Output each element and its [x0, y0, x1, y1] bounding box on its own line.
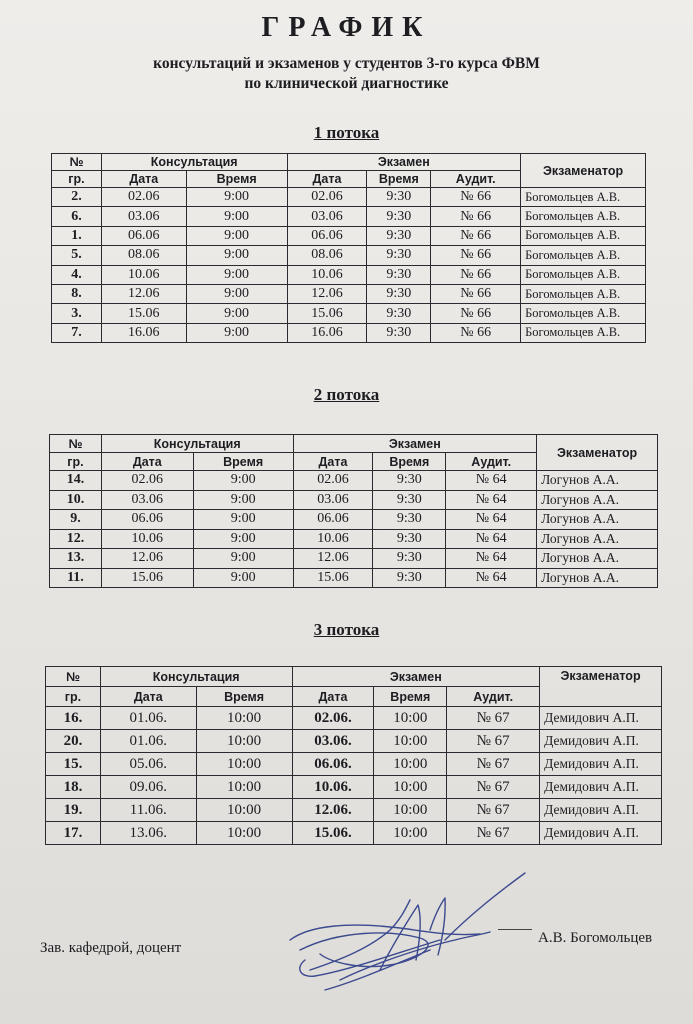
exam-time-cell: 9:30 — [367, 265, 431, 284]
table-row — [50, 490, 658, 510]
group-cell: 12. — [50, 529, 102, 549]
exam-time-cell: 10:00 — [374, 799, 447, 822]
consult-time-cell: 9:00 — [193, 568, 293, 588]
consult-date-cell: 12.06 — [101, 284, 186, 303]
exam-time-cell: 10:00 — [374, 776, 447, 799]
consult-time-cell: 10:00 — [196, 799, 292, 822]
exam-date-cell: 08.06 — [287, 246, 367, 265]
examiner-cell: Демидович А.П. — [540, 776, 662, 799]
consult-date-cell: 15.06 — [101, 304, 186, 323]
examiner-cell: Логунов А.А. — [537, 471, 658, 491]
examiner-cell: Демидович А.П. — [540, 753, 662, 776]
consult-time-cell: 10:00 — [196, 776, 292, 799]
consult-time-cell: 10:00 — [196, 730, 292, 753]
table-row — [52, 323, 646, 342]
consult-time-cell: 9:00 — [193, 549, 293, 569]
room-cell: № 64 — [446, 490, 537, 510]
exam-date-cell: 12.06 — [287, 284, 367, 303]
consult-date-cell: 11.06. — [100, 799, 196, 822]
stream-3-title: 3 потока — [313, 620, 380, 639]
consult-time-cell: 9:00 — [186, 284, 287, 303]
consult-time-cell: 9:00 — [186, 226, 287, 245]
group-cell: 1. — [52, 226, 102, 245]
stream-2-title: 2 потока — [313, 385, 380, 404]
consult-date-cell: 05.06. — [100, 753, 196, 776]
consult-time-cell: 9:00 — [186, 207, 287, 226]
room-cell: № 66 — [431, 226, 521, 245]
group-cell: 20. — [46, 730, 101, 753]
header-group: гр. — [46, 687, 101, 707]
table-row — [52, 188, 646, 207]
group-cell: 19. — [46, 799, 101, 822]
exam-time-cell: 9:30 — [373, 529, 446, 549]
consult-date-cell: 01.06. — [100, 707, 196, 730]
consult-date-cell: 03.06 — [101, 490, 193, 510]
exam-date-cell: 03.06. — [292, 730, 374, 753]
examiner-cell: Богомольцев А.В. — [521, 304, 646, 323]
group-cell: 16. — [46, 707, 101, 730]
room-cell: № 64 — [446, 549, 537, 569]
table-row — [52, 226, 646, 245]
document-title: ГРАФИК — [261, 12, 432, 43]
room-cell: № 66 — [431, 246, 521, 265]
header-consult: Консультация — [100, 667, 292, 687]
exam-time-cell: 9:30 — [367, 188, 431, 207]
stream-1-table — [51, 153, 646, 343]
header-exam-time: Время — [374, 687, 447, 707]
table-row — [50, 568, 658, 588]
table-row — [50, 549, 658, 569]
table-row — [46, 822, 662, 845]
header-examiner: Экзаменатор — [537, 435, 658, 471]
header-consult: Консультация — [101, 154, 287, 171]
table-row — [50, 529, 658, 549]
examiner-cell: Богомольцев А.В. — [521, 226, 646, 245]
exam-time-cell: 9:30 — [367, 246, 431, 265]
exam-date-cell: 16.06 — [287, 323, 367, 342]
consult-date-cell: 02.06 — [101, 188, 186, 207]
room-cell: № 67 — [447, 776, 540, 799]
header-consult-time: Время — [186, 171, 287, 188]
group-cell: 6. — [52, 207, 102, 226]
table-row — [52, 265, 646, 284]
header-exam: Экзамен — [292, 667, 540, 687]
header-group: гр. — [50, 453, 102, 471]
exam-time-cell: 10:00 — [374, 707, 447, 730]
exam-time-cell: 10:00 — [374, 730, 447, 753]
consult-time-cell: 9:00 — [186, 323, 287, 342]
group-cell: 2. — [52, 188, 102, 207]
group-cell: 11. — [50, 568, 102, 588]
room-cell: № 66 — [431, 188, 521, 207]
table-row — [46, 799, 662, 822]
exam-time-cell: 9:30 — [367, 226, 431, 245]
group-cell: 5. — [52, 246, 102, 265]
exam-date-cell: 12.06 — [293, 549, 373, 569]
group-cell: 18. — [46, 776, 101, 799]
exam-time-cell: 9:30 — [367, 304, 431, 323]
room-cell: № 67 — [447, 799, 540, 822]
header-consult-date: Дата — [101, 453, 193, 471]
header-no: № — [52, 154, 102, 171]
consult-date-cell: 01.06. — [100, 730, 196, 753]
consult-date-cell: 09.06. — [100, 776, 196, 799]
header-consult-time: Время — [193, 453, 293, 471]
consult-time-cell: 9:00 — [186, 246, 287, 265]
signatory-position: Зав. кафедрой, доцент — [40, 940, 182, 956]
table-row — [46, 730, 662, 753]
room-cell: № 66 — [431, 323, 521, 342]
header-exam: Экзамен — [287, 154, 521, 171]
header-exam-time: Время — [367, 171, 431, 188]
examiner-cell: Богомольцев А.В. — [521, 265, 646, 284]
consult-date-cell: 06.06 — [101, 226, 186, 245]
table-row — [52, 207, 646, 226]
examiner-cell: Логунов А.А. — [537, 529, 658, 549]
room-cell: № 64 — [446, 529, 537, 549]
group-cell: 14. — [50, 471, 102, 491]
exam-date-cell: 12.06. — [292, 799, 374, 822]
consult-time-cell: 10:00 — [196, 707, 292, 730]
document-subtitle-line2: по клинической диагностике — [244, 75, 449, 92]
stream-3-table — [45, 666, 662, 845]
group-cell: 9. — [50, 510, 102, 530]
room-cell: № 64 — [446, 510, 537, 530]
exam-time-cell: 9:30 — [373, 510, 446, 530]
header-exam-date: Дата — [293, 453, 373, 471]
exam-time-cell: 10:00 — [374, 822, 447, 845]
header-consult-date: Дата — [101, 171, 186, 188]
examiner-cell: Богомольцев А.В. — [521, 284, 646, 303]
exam-date-cell: 06.06. — [292, 753, 374, 776]
group-cell: 4. — [52, 265, 102, 284]
group-cell: 13. — [50, 549, 102, 569]
examiner-cell: Богомольцев А.В. — [521, 246, 646, 265]
header-exam-date: Дата — [287, 171, 367, 188]
room-cell: № 67 — [447, 822, 540, 845]
room-cell: № 66 — [431, 284, 521, 303]
exam-date-cell: 06.06 — [287, 226, 367, 245]
consult-date-cell: 08.06 — [101, 246, 186, 265]
room-cell: № 64 — [446, 471, 537, 491]
group-cell: 17. — [46, 822, 101, 845]
consult-time-cell: 9:00 — [186, 304, 287, 323]
table-row — [52, 246, 646, 265]
header-consult-time: Время — [196, 687, 292, 707]
header-group: гр. — [52, 171, 102, 188]
consult-time-cell: 9:00 — [186, 265, 287, 284]
table-row — [46, 707, 662, 730]
header-no: № — [46, 667, 101, 687]
group-cell: 15. — [46, 753, 101, 776]
header-examiner: Экзаменатор — [521, 154, 646, 188]
room-cell: № 66 — [431, 207, 521, 226]
exam-time-cell: 9:30 — [367, 323, 431, 342]
signatory-name: А.В. Богомольцев — [538, 930, 653, 946]
exam-date-cell: 10.06 — [293, 529, 373, 549]
exam-time-cell: 9:30 — [367, 207, 431, 226]
exam-date-cell: 02.06 — [293, 471, 373, 491]
consult-date-cell: 16.06 — [101, 323, 186, 342]
document-subtitle-line1: консультаций и экзаменов у студентов 3-го курса ФВМ — [153, 55, 540, 72]
consult-date-cell: 10.06 — [101, 265, 186, 284]
stream-2-table — [49, 434, 658, 588]
consult-time-cell: 9:00 — [186, 188, 287, 207]
table-row — [46, 776, 662, 799]
consult-time-cell: 9:00 — [193, 510, 293, 530]
room-cell: № 67 — [447, 707, 540, 730]
consult-date-cell: 13.06. — [100, 822, 196, 845]
examiner-cell: Богомольцев А.В. — [521, 207, 646, 226]
consult-date-cell: 12.06 — [101, 549, 193, 569]
exam-time-cell: 9:30 — [373, 490, 446, 510]
examiner-cell: Логунов А.А. — [537, 490, 658, 510]
group-cell: 3. — [52, 304, 102, 323]
header-room: Аудит. — [431, 171, 521, 188]
consult-date-cell: 15.06 — [101, 568, 193, 588]
examiner-cell: Богомольцев А.В. — [521, 323, 646, 342]
header-room: Аудит. — [447, 687, 540, 707]
examiner-cell: Демидович А.П. — [540, 730, 662, 753]
examiner-cell: Демидович А.П. — [540, 707, 662, 730]
table-row — [52, 304, 646, 323]
consult-time-cell: 10:00 — [196, 753, 292, 776]
examiner-cell: Богомольцев А.В. — [521, 188, 646, 207]
examiner-cell: Логунов А.А. — [537, 510, 658, 530]
exam-date-cell: 15.06. — [292, 822, 374, 845]
header-no: № — [50, 435, 102, 453]
exam-date-cell: 06.06 — [293, 510, 373, 530]
consult-date-cell: 06.06 — [101, 510, 193, 530]
group-cell: 7. — [52, 323, 102, 342]
table-row — [52, 284, 646, 303]
header-room: Аудит. — [446, 453, 537, 471]
header-consult: Консультация — [101, 435, 293, 453]
consult-time-cell: 9:00 — [193, 471, 293, 491]
consult-date-cell: 02.06 — [101, 471, 193, 491]
exam-time-cell: 9:30 — [373, 568, 446, 588]
examiner-cell: Демидович А.П. — [540, 799, 662, 822]
header-exam: Экзамен — [293, 435, 537, 453]
table-row — [50, 510, 658, 530]
room-cell: № 66 — [431, 304, 521, 323]
examiner-cell: Логунов А.А. — [537, 568, 658, 588]
exam-time-cell: 9:30 — [367, 284, 431, 303]
handwritten-signature — [280, 870, 530, 1005]
exam-date-cell: 02.06. — [292, 707, 374, 730]
header-examiner: Экзаменатор — [540, 667, 662, 707]
group-cell: 10. — [50, 490, 102, 510]
room-cell: № 67 — [447, 730, 540, 753]
header-exam-date: Дата — [292, 687, 374, 707]
consult-time-cell: 9:00 — [193, 490, 293, 510]
table-row — [50, 471, 658, 491]
exam-time-cell: 10:00 — [374, 753, 447, 776]
room-cell: № 64 — [446, 568, 537, 588]
exam-date-cell: 03.06 — [287, 207, 367, 226]
consult-date-cell: 03.06 — [101, 207, 186, 226]
exam-date-cell: 15.06 — [293, 568, 373, 588]
consult-time-cell: 10:00 — [196, 822, 292, 845]
consult-time-cell: 9:00 — [193, 529, 293, 549]
exam-date-cell: 10.06 — [287, 265, 367, 284]
exam-time-cell: 9:30 — [373, 471, 446, 491]
room-cell: № 67 — [447, 753, 540, 776]
exam-time-cell: 9:30 — [373, 549, 446, 569]
header-exam-time: Время — [373, 453, 446, 471]
examiner-cell: Демидович А.П. — [540, 822, 662, 845]
stream-1-title: 1 потока — [313, 123, 380, 142]
exam-date-cell: 15.06 — [287, 304, 367, 323]
room-cell: № 66 — [431, 265, 521, 284]
examiner-cell: Логунов А.А. — [537, 549, 658, 569]
exam-date-cell: 03.06 — [293, 490, 373, 510]
exam-date-cell: 02.06 — [287, 188, 367, 207]
table-row — [46, 753, 662, 776]
exam-date-cell: 10.06. — [292, 776, 374, 799]
consult-date-cell: 10.06 — [101, 529, 193, 549]
group-cell: 8. — [52, 284, 102, 303]
header-consult-date: Дата — [100, 687, 196, 707]
